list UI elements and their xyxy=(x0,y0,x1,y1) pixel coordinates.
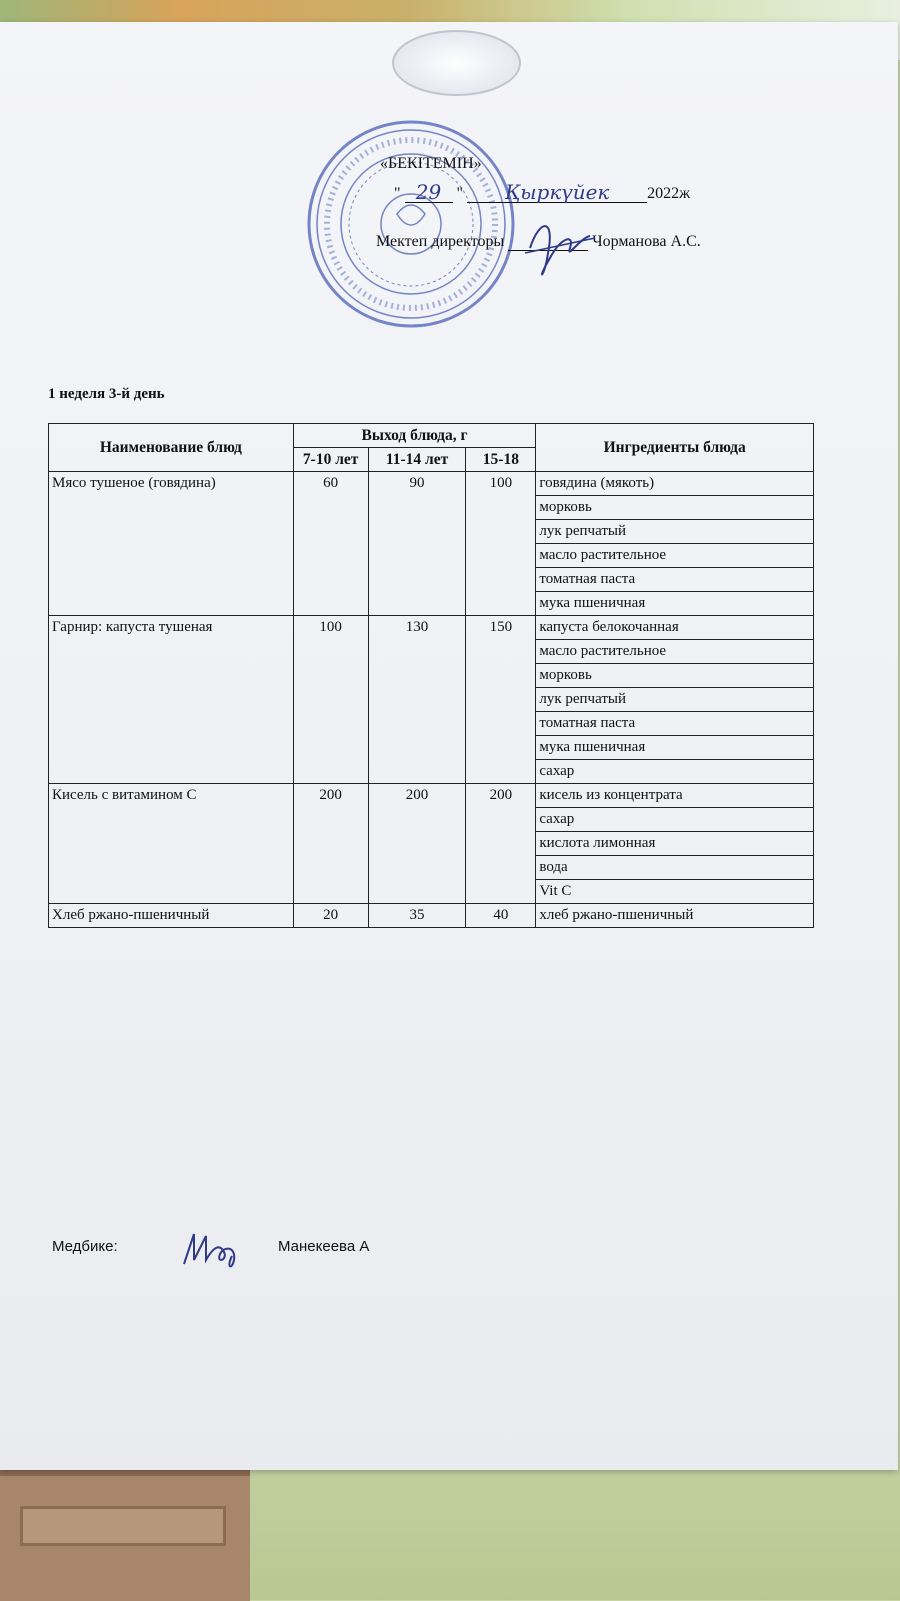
drawer-handle xyxy=(20,1506,226,1546)
ingredient-cell: хлеб ржано-пшеничный xyxy=(536,904,814,928)
approval-heading: «БЕКІТЕМІН» xyxy=(380,155,482,172)
ingredient-cell: кислота лимонная xyxy=(536,832,814,856)
date-year: 2022ж xyxy=(647,185,691,202)
dish-name: Мясо тушеное (говядина) xyxy=(49,472,294,616)
dish-yield: 100 xyxy=(293,616,368,784)
table-row xyxy=(49,784,814,808)
ingredient-cell: сахар xyxy=(536,760,814,784)
table-row xyxy=(49,904,814,928)
ingredient-cell: морковь xyxy=(536,664,814,688)
table-row xyxy=(49,616,814,640)
dish-yield: 100 xyxy=(466,472,536,616)
director-name: Чорманова А.С. xyxy=(592,233,701,250)
ingredient-cell: вода xyxy=(536,856,814,880)
dish-yield: 200 xyxy=(293,784,368,904)
ingredient-cell: масло растительное xyxy=(536,640,814,664)
medic-label: Медбике: xyxy=(52,1238,118,1255)
ingredient-cell: лук репчатый xyxy=(536,520,814,544)
dish-name: Хлеб ржано-пшеничный xyxy=(49,904,294,928)
dish-yield: 200 xyxy=(466,784,536,904)
header-yield: Выход блюда, г xyxy=(293,424,536,448)
suction-cup xyxy=(392,30,521,96)
ingredient-cell: томатная паста xyxy=(536,568,814,592)
ingredient-cell: томатная паста xyxy=(536,712,814,736)
header-ingredients: Ингредиенты блюда xyxy=(536,424,814,472)
header-age-group: 15-18 xyxy=(466,448,536,472)
ingredient-cell: говядина (мякоть) xyxy=(536,472,814,496)
ingredient-cell: мука пшеничная xyxy=(536,736,814,760)
official-stamp-icon xyxy=(302,118,520,330)
header-age-group: 11-14 лет xyxy=(368,448,466,472)
dish-yield: 35 xyxy=(368,904,466,928)
dish-yield: 130 xyxy=(368,616,466,784)
dish-yield: 40 xyxy=(466,904,536,928)
ingredient-cell: морковь xyxy=(536,496,814,520)
medic-signature-icon xyxy=(180,1226,250,1272)
dish-yield: 150 xyxy=(466,616,536,784)
approval-date: " 29 " Қыркүйек 2022ж xyxy=(394,180,691,204)
dish-yield: 20 xyxy=(293,904,368,928)
header-age-group: 7-10 лет xyxy=(293,448,368,472)
table-header-row xyxy=(49,424,814,448)
table-row xyxy=(49,472,814,496)
date-month: Қыркүйек xyxy=(467,182,647,203)
menu-table xyxy=(48,423,814,928)
dish-yield: 60 xyxy=(293,472,368,616)
date-day: 29 xyxy=(405,182,453,203)
ingredient-cell: сахар xyxy=(536,808,814,832)
dish-yield: 200 xyxy=(368,784,466,904)
wooden-drawer xyxy=(0,1470,250,1601)
dish-name: Кисель с витамином С xyxy=(49,784,294,904)
dish-yield: 90 xyxy=(368,472,466,616)
ingredient-cell: масло растительное xyxy=(536,544,814,568)
director-label: Мектеп директоры xyxy=(376,233,505,250)
ingredient-cell: Vit C xyxy=(536,880,814,904)
page-title: 1 неделя 3-й день xyxy=(48,386,165,402)
dish-name: Гарнир: капуста тушеная xyxy=(49,616,294,784)
ingredient-cell: капуста белокочанная xyxy=(536,616,814,640)
ingredient-cell: кисель из концентрата xyxy=(536,784,814,808)
director-signature-icon xyxy=(520,208,600,288)
header-dish: Наименование блюд xyxy=(49,424,294,472)
ingredient-cell: мука пшеничная xyxy=(536,592,814,616)
medic-name: Манекеева А xyxy=(278,1238,370,1255)
ingredient-cell: лук репчатый xyxy=(536,688,814,712)
